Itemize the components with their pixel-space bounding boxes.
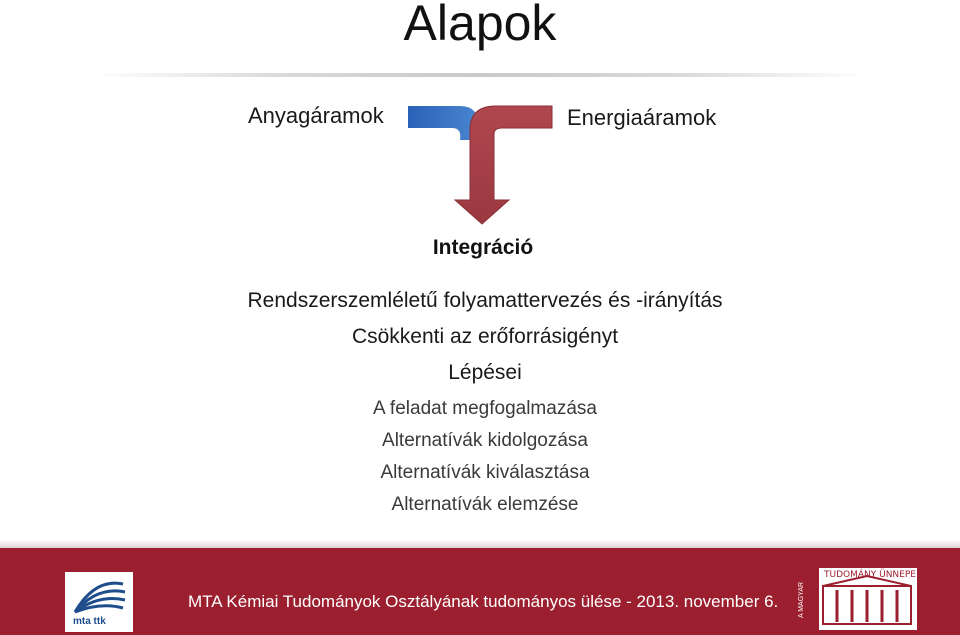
material-flows-label: Anyagáramok xyxy=(248,103,384,128)
logo-side-text: A MAGYAR xyxy=(798,581,805,618)
blue-flow-arrow xyxy=(408,106,480,140)
tudomany-unnepe-logo xyxy=(797,568,917,630)
mta-ttk-logo xyxy=(65,572,133,632)
mta-logo-caption: mta ttk xyxy=(73,616,106,627)
integration-heading: Integráció xyxy=(432,236,534,259)
step-item: A feladat megfogalmazása xyxy=(373,398,597,419)
slide-title: Alapok xyxy=(403,0,557,51)
logo-ribbon-text: TUDOMÁNY ÜNNEPE xyxy=(824,570,916,580)
line-reduces-resources: Csökkenti az erőforrásigényt xyxy=(351,325,619,348)
line-systems-thinking: Rendszerszemléletű folyamattervezés és -irányítás xyxy=(247,289,723,312)
energy-flows-label: Energiaáramok xyxy=(567,105,717,130)
step-item: Alternatívák elemzése xyxy=(391,494,579,515)
merge-arrows xyxy=(400,100,560,230)
step-item: Alternatívák kidolgozása xyxy=(382,430,588,451)
title-divider xyxy=(90,73,870,77)
footer-text: MTA Kémiai Tudományok Osztályának tudományos ülése - 2013. november 6. xyxy=(188,592,779,611)
mta-logo-icon xyxy=(65,572,133,616)
step-item: Alternatívák kiválasztása xyxy=(380,462,590,483)
line-steps: Lépései xyxy=(448,361,522,384)
